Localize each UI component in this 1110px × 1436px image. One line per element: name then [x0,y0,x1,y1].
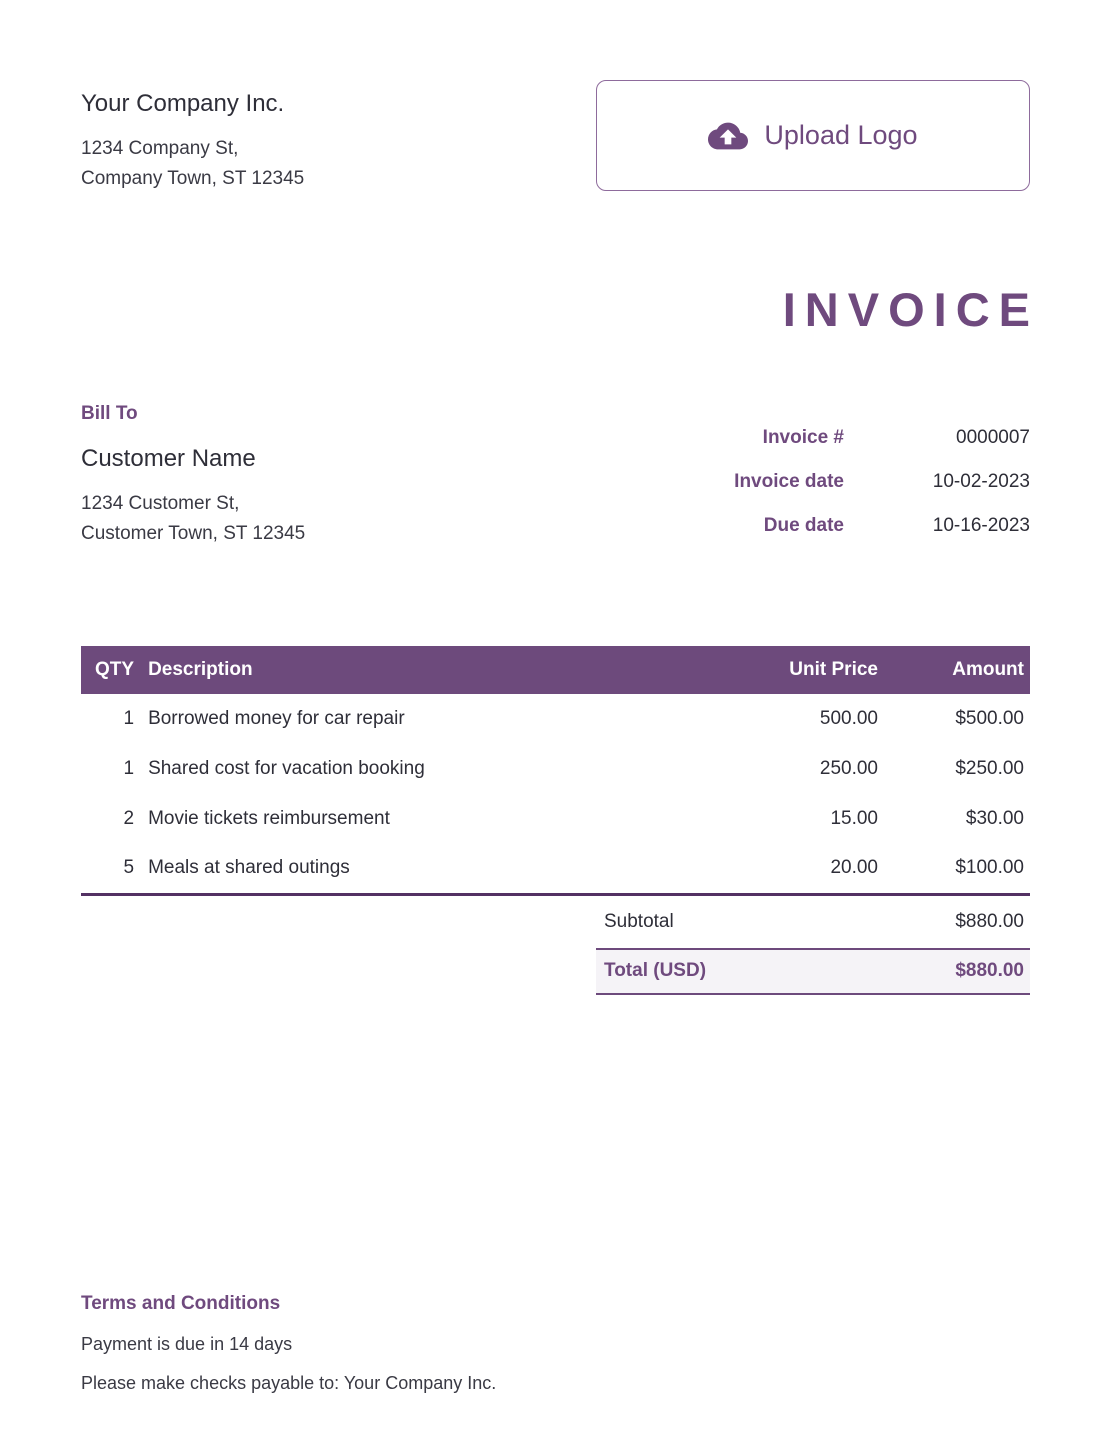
item-unit-price: 500.00 [819,708,878,729]
customer-name: Customer Name [81,445,256,472]
upload-logo-button[interactable] [596,80,1030,191]
item-unit-price: 15.00 [830,808,878,829]
item-description: Meals at shared outings [148,857,350,879]
item-description: Borrowed money for car repair [148,708,405,729]
customer-address-line2: Customer Town, ST 12345 [81,523,306,544]
item-amount: $250.00 [955,758,1024,779]
subtotal-value: $880.00 [955,910,1024,932]
invoice-date-row [734,471,1030,515]
table-row [81,794,1030,844]
line-items-table [81,646,1030,896]
table-row [81,694,1030,744]
item-amount: $100.00 [955,857,1024,879]
page-title: INVOICE [782,283,1039,336]
unit-price-column-header: Unit Price [789,659,878,680]
item-unit-price: 250.00 [819,758,878,779]
invoice-number-label: Invoice # [762,427,844,448]
invoice-date-value: 10-02-2023 [932,471,1030,492]
table-row [81,744,1030,794]
bill-meta-section [81,403,1030,559]
header [81,0,1030,194]
subtotal-label: Subtotal [604,910,674,932]
invoice-meta-block [734,403,1030,559]
customer-address-line1: 1234 Customer St, [81,493,240,514]
terms-line1: Payment is due in 14 days [81,1333,293,1354]
terms-heading: Terms and Conditions [81,1292,281,1314]
invoice-number-row [734,427,1030,471]
company-name: Your Company Inc. [81,90,285,117]
bill-to-block [81,403,305,549]
subtotal-row [596,896,1030,948]
total-label: Total (USD) [604,960,707,981]
item-description: Shared cost for vacation booking [148,758,425,779]
item-description: Movie tickets reimbursement [148,808,390,829]
totals-section [596,896,1030,995]
invoice-date-label: Invoice date [734,471,844,492]
due-date-value: 10-16-2023 [932,515,1030,536]
bill-to-heading: Bill To [81,403,138,424]
terms-section [81,1293,1030,1394]
total-row [596,948,1030,995]
description-column-header: Description [148,659,253,680]
qty-column-header: QTY [95,659,135,680]
item-amount: $30.00 [965,808,1024,829]
item-qty: 1 [123,758,135,779]
item-qty: 1 [123,708,135,729]
item-amount: $500.00 [955,708,1024,729]
customer-address [81,489,305,549]
company-address [81,134,304,194]
due-date-label: Due date [763,515,844,536]
total-value: $880.00 [955,960,1024,981]
item-qty: 2 [123,808,135,829]
upload-logo-label: Upload Logo [764,120,918,150]
item-qty: 5 [123,857,135,879]
item-unit-price: 20.00 [830,857,878,879]
line-items-header [81,646,1030,694]
table-row [81,844,1030,894]
terms-line2: Please make checks payable to: Your Company Inc. [81,1372,497,1393]
invoice-number-value: 0000007 [956,427,1030,448]
company-address-line2: Company Town, ST 12345 [81,168,305,189]
company-address-line1: 1234 Company St, [81,138,239,159]
due-date-row [734,515,1030,559]
amount-column-header: Amount [952,659,1024,680]
cloud-upload-icon [708,116,748,156]
company-info [81,80,304,194]
